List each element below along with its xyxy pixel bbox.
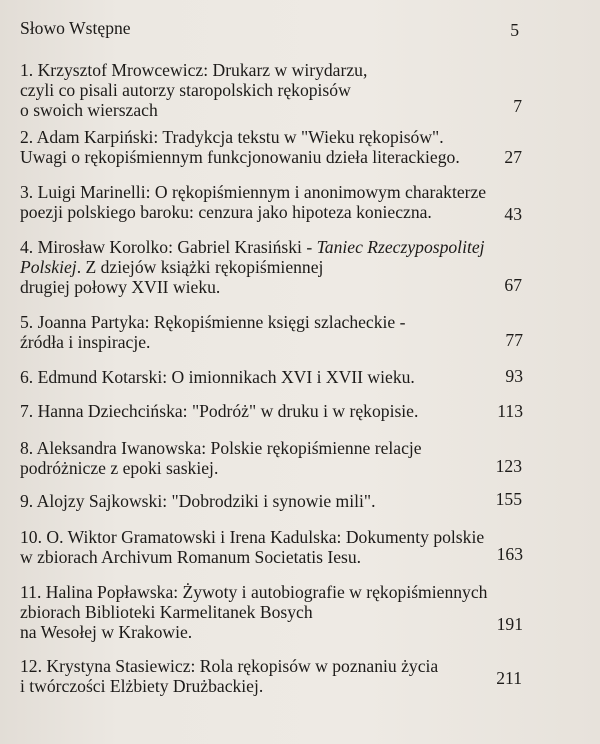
toc-entry-line: poezji polskiego baroku: cenzura jako hipoteza konieczna. xyxy=(20,202,432,222)
toc-entry-line: podróżnicze z epoki saskiej. xyxy=(20,458,219,478)
toc-entry-title: Słowo Wstępne xyxy=(20,18,131,38)
toc-page-number: 191 xyxy=(496,614,523,634)
toc-entry-italic-title: Taniec Rzeczypospolitej xyxy=(316,237,485,257)
toc-entry-line xyxy=(20,257,580,277)
toc-entry-line: 7. Hanna Dziechcińska: "Podróż" w druku i w rękopisie. xyxy=(20,401,419,421)
toc-entry-line xyxy=(20,237,580,257)
toc-page-number: 123 xyxy=(495,456,522,476)
toc-entry-line: czyli co pisali autorzy staropolskich rękopisów xyxy=(20,80,351,100)
toc-page-number: 113 xyxy=(497,401,523,421)
toc-entry-line: 9. Alojzy Sajkowski: "Dobrodziki i synowie mili". xyxy=(20,491,376,511)
toc-page-number: 163 xyxy=(496,544,523,564)
toc-entry-line: 8. Aleksandra Iwanowska: Polskie rękopiśmienne relacje xyxy=(20,438,422,458)
toc-page-number: 5 xyxy=(510,20,519,40)
toc-entry-line: w zbiorach Archivum Romanum Societatis Iesu. xyxy=(20,547,362,567)
toc-entry-line: o swoich wierszach xyxy=(20,100,158,120)
toc-entry-line: 12. Krystyna Stasiewicz: Rola rękopisów w poznaniu życia xyxy=(20,656,439,676)
toc-entry-italic-title: Polskiej xyxy=(20,257,77,277)
toc-entry-line: 3. Luigi Marinelli: O rękopiśmiennym i anonimowym charakterze xyxy=(20,182,487,202)
toc-entry-text: . Z dziejów książki rękopiśmiennej xyxy=(76,257,324,277)
toc-entry-author: 4. Mirosław Korolko: Gabriel Krasiński - xyxy=(20,237,317,257)
toc-page-number: 77 xyxy=(505,330,523,350)
toc-entry-line: Uwagi o rękopiśmiennym funkcjonowaniu dzieła literackiego. xyxy=(20,147,460,167)
toc-entry-line: 6. Edmund Kotarski: O imionnikach XVI i XVII wieku. xyxy=(20,367,415,387)
toc-page-number: 211 xyxy=(496,668,522,688)
toc-page-number: 43 xyxy=(504,204,522,224)
toc-entry-line: drugiej połowy XVII wieku. xyxy=(20,277,221,297)
toc-page-number: 93 xyxy=(505,366,523,386)
toc-entry-line: 11. Halina Popławska: Żywoty i autobiografie w rękopiśmiennych xyxy=(20,582,488,602)
toc-entry-line: 5. Joanna Partyka: Rękopiśmienne księgi szlacheckie - xyxy=(20,312,406,332)
toc-entry-line: i twórczości Elżbiety Drużbackiej. xyxy=(20,676,264,696)
toc-entry-line: 10. O. Wiktor Gramatowski i Irena Kadulska: Dokumenty polskie xyxy=(20,527,485,547)
toc-entry-line: 2. Adam Karpiński: Tradykcja tekstu w "Wieku rękopisów". xyxy=(20,127,444,147)
toc-entry-line: na Wesołej w Krakowie. xyxy=(20,622,193,642)
toc-entry-line: zbiorach Biblioteki Karmelitanek Bosych xyxy=(20,602,313,622)
toc-page-number: 7 xyxy=(513,96,522,116)
toc-entry-line: źródła i inspiracje. xyxy=(20,332,151,352)
toc-page-number: 67 xyxy=(504,275,522,295)
toc-page-number: 27 xyxy=(504,147,522,167)
toc-page-number: 155 xyxy=(495,489,522,509)
toc-entry-line: 1. Krzysztof Mrowcewicz: Drukarz w wirydarzu, xyxy=(20,60,368,80)
